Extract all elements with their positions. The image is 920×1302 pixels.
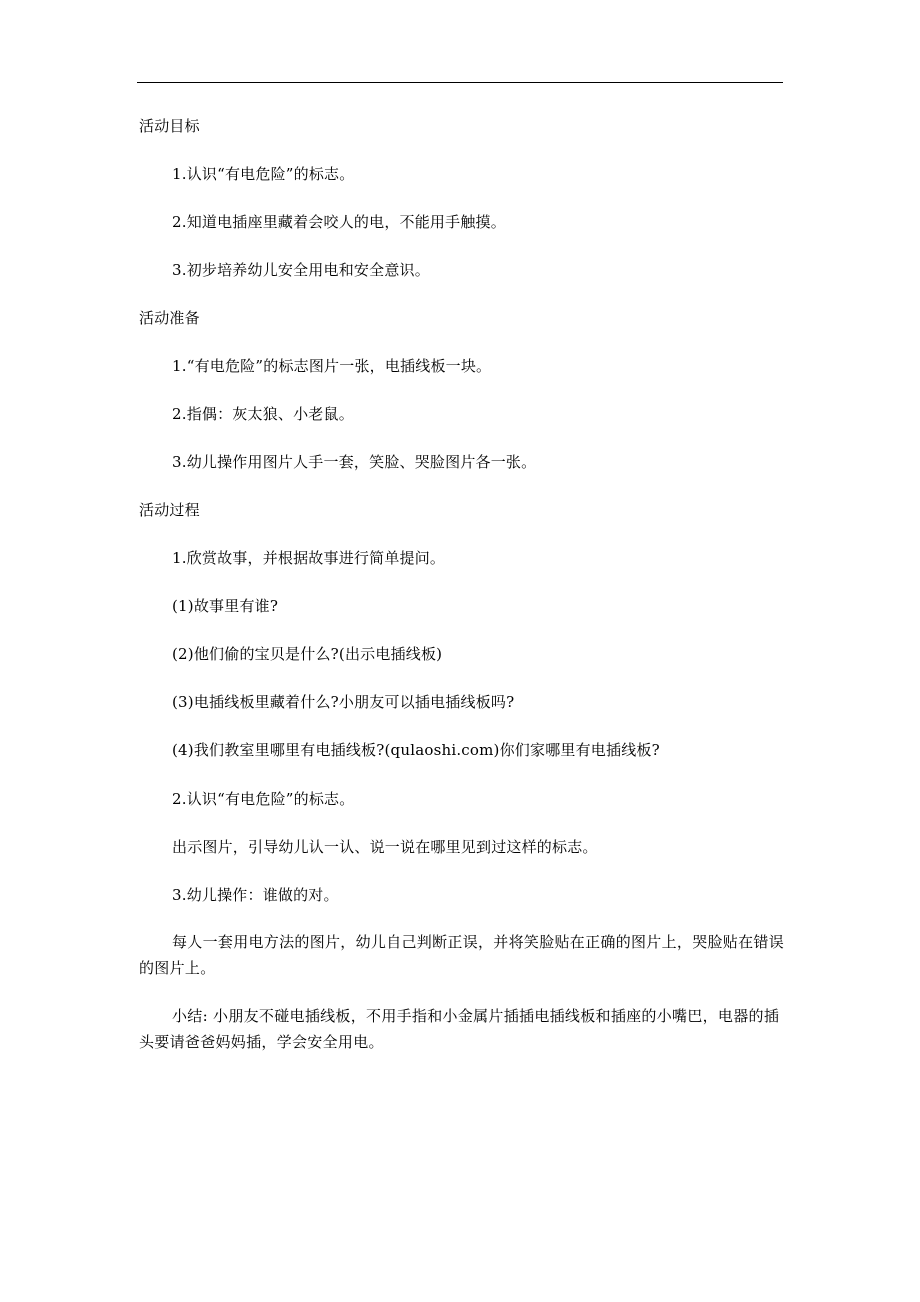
goal-item-3: 3.初步培养幼儿安全用电和安全意识。	[172, 261, 430, 279]
process-item-5: (4)我们教室里哪里有电插线板?(qulaoshi.com)你们家哪里有电插线板?	[172, 741, 660, 759]
process-item-4: (3)电插线板里藏着什么?小朋友可以插电插线板吗?	[172, 693, 515, 711]
prep-item-1: 1.“有电危险”的标志图片一张，电插线板一块。	[172, 357, 492, 375]
process-item-3: (2)他们偷的宝贝是什么?(出示电插线板)	[172, 645, 443, 663]
process-item-2: (1)故事里有谁?	[172, 597, 279, 615]
goal-item-2: 2.知道电插座里藏着会咬人的电，不能用手触摸。	[172, 213, 506, 231]
section-heading-goals: 活动目标	[139, 117, 200, 135]
section-heading-process: 活动过程	[139, 501, 200, 519]
goal-item-1: 1.认识“有电危险”的标志。	[172, 165, 355, 183]
prep-item-3: 3.幼儿操作用图片人手一套，笑脸、哭脸图片各一张。	[172, 453, 537, 471]
process-paragraph-1: 每人一套用电方法的图片，幼儿自己判断正误，并将笑脸贴在正确的图片上，哭脸贴在错误的图片上。	[139, 933, 785, 977]
process-item-8: 3.幼儿操作：谁做的对。	[172, 886, 339, 904]
section-heading-prep: 活动准备	[139, 309, 200, 327]
prep-item-2: 2.指偶：灰太狼、小老鼠。	[172, 405, 354, 423]
process-item-7: 出示图片，引导幼儿认一认、说一说在哪里见到过这样的标志。	[172, 838, 598, 856]
process-item-6: 2.认识“有电危险”的标志。	[172, 790, 355, 808]
process-item-1: 1.欣赏故事，并根据故事进行简单提问。	[172, 549, 446, 567]
process-summary-paragraph: 小结: 小朋友不碰电插线板，不用手指和小金属片插插电插线板和插座的小嘴巴，电器的插头要请爸爸妈妈插，学会安全用电。	[139, 1007, 780, 1051]
header-rule	[137, 82, 783, 83]
